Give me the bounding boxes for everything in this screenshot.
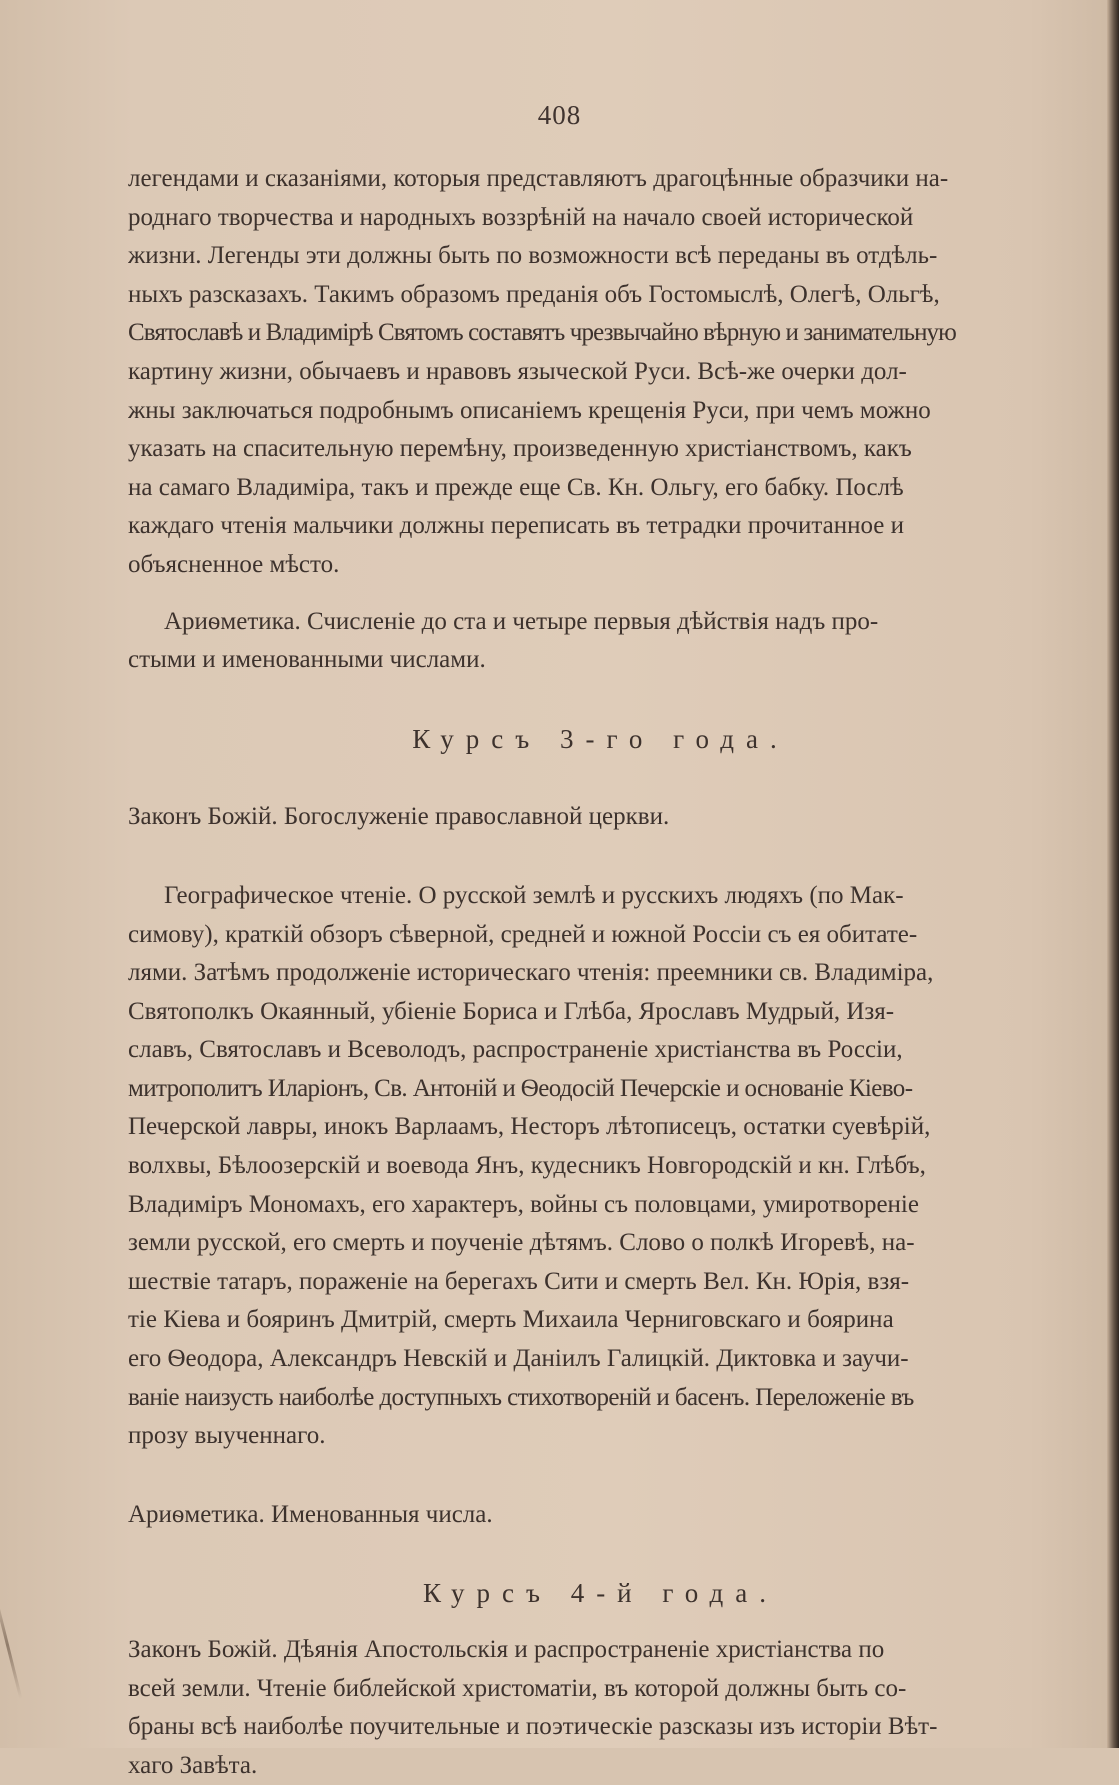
text-line: земли русской, его смерть и поученіе дѣтямъ. Слово о полкѣ Игоревѣ, на- — [128, 1229, 915, 1257]
text-line: жизни. Легенды эти должны быть по возможности всѣ переданы въ отдѣль- — [128, 242, 938, 270]
text-line: Ариѳметика. Именованныя числа. — [128, 1500, 493, 1528]
course-heading-4: Курсъ 4-й года. — [423, 1578, 778, 1609]
page-number: 408 — [537, 100, 582, 130]
spacer — [128, 680, 1073, 720]
text-line: ныхъ разсказахъ. Такимъ образомъ преданія объ Гостомыслѣ, Олегѣ, Ольгѣ, — [128, 280, 940, 308]
text-line: стыми и именованными числами. — [128, 646, 486, 674]
spacer — [128, 1534, 1073, 1574]
course-heading-3: Курсъ 3-го года. — [412, 723, 789, 754]
text-line: Владиміръ Мономахъ, его характеръ, войны съ половцами, умиротвореніе — [128, 1190, 919, 1218]
paragraph-geography-3 — [128, 877, 1073, 1456]
text-line: каждаго чтенія мальчики должны переписать въ тетрадки прочитанное и — [128, 512, 904, 540]
text-line: легендами и сказаніями, которыя представляютъ драгоцѣнные образчики на- — [128, 165, 949, 192]
text-line: картину жизни, обычаевъ и нравовъ языческой Руси. Всѣ-же очерки дол- — [128, 357, 907, 385]
paragraph-law-3 — [128, 798, 1073, 837]
page-edge-shadow — [1107, 0, 1119, 1748]
text-line: лями. Затѣмъ продолженіе историческаго чтенія: преемники св. Владиміра, — [128, 959, 934, 987]
text-line: Святославѣ и Владимірѣ Святомъ составятъ чрезвычайно вѣрную и занимательную — [128, 319, 956, 347]
text-line: на самаго Владиміра, такъ и прежде еще Св. Кн. Ольгу, его бабку. Послѣ — [128, 473, 904, 501]
text-line: жны заключаться подробнымъ описаніемъ крещенія Руси, при чемъ можно — [128, 396, 931, 424]
text-line: прозу выученнаго. — [128, 1422, 326, 1450]
text-line: шествіе татаръ, пораженіе на берегахъ Сити и смерть Вел. Кн. Юрія, взя- — [128, 1267, 910, 1295]
text-line: Законъ Божій. Богослуженіе православной церкви. — [128, 803, 670, 831]
paragraph-arithmetic-3 — [128, 1496, 1073, 1535]
text-line: браны всѣ наиболѣе поучительные и поэтическіе разсказы изъ исторіи Вѣт- — [128, 1713, 938, 1741]
page-body — [128, 160, 1073, 1785]
spacer — [128, 1456, 1073, 1496]
text-line: его Ѳеодора, Александръ Невскій и Даніилъ Галицкій. Диктовка и заучи- — [128, 1345, 909, 1373]
paragraph-law-4 — [128, 1631, 1073, 1785]
text-line: объясненное мѣсто. — [128, 550, 340, 578]
paragraph-arithmetic-2 — [128, 603, 1073, 680]
spacer — [128, 758, 1073, 798]
text-line: Законъ Божій. Дѣянія Апостольскія и распространеніе христіанства по — [128, 1636, 885, 1663]
text-line: Ариѳметика. Счисленіе до ста и четыре первыя дѣйствія надъ про- — [164, 607, 879, 635]
paragraph-legends — [128, 160, 1073, 585]
spacer — [128, 837, 1073, 877]
text-line: Печерской лавры, инокъ Варлаамъ, Несторъ лѣтописецъ, остатки суевѣрій, — [128, 1113, 931, 1141]
text-line: Географическое чтеніе. О русской землѣ и русскихъ людяхъ (по Мак- — [164, 881, 904, 909]
text-line: митрополитъ Иларіонъ, Св. Антоній и Ѳеодосій Печерскіе и основаніе Кіево- — [128, 1074, 913, 1102]
spacer — [128, 585, 1073, 603]
text-line: славъ, Святославъ и Всеволодъ, распространеніе христіанства въ Россіи, — [128, 1036, 903, 1064]
text-line: Святополкъ Окаянный, убіеніе Бориса и Глѣба, Ярославъ Мудрый, Изя- — [128, 997, 895, 1025]
text-line: хаго Завѣта. — [128, 1751, 258, 1779]
text-line: ваніе наизусть наиболѣе доступныхъ стихотвореній и басенъ. Переложеніе въ — [128, 1383, 914, 1411]
margin-mark — [0, 1591, 22, 1698]
text-line: указать на спасительную перемѣну, произведенную христіанствомъ, какъ — [128, 435, 912, 463]
spacer — [128, 1613, 1073, 1631]
text-line: волхвы, Бѣлоозерскій и воевода Янъ, кудесникъ Новгородскій и кн. Глѣбъ, — [128, 1152, 926, 1180]
text-line: тіе Кіева и бояринъ Дмитрій, смерть Михаила Черниговскаго и боярина — [128, 1306, 894, 1334]
text-line: всей земли. Чтеніе библейской христоматіи, въ которой должны быть со- — [128, 1674, 907, 1702]
text-line: симову), краткій обзоръ сѣверной, средней и южной Россіи съ ея обитате- — [128, 920, 918, 948]
text-line: роднаго творчества и народныхъ воззрѣній на начало своей исторической — [128, 203, 914, 231]
